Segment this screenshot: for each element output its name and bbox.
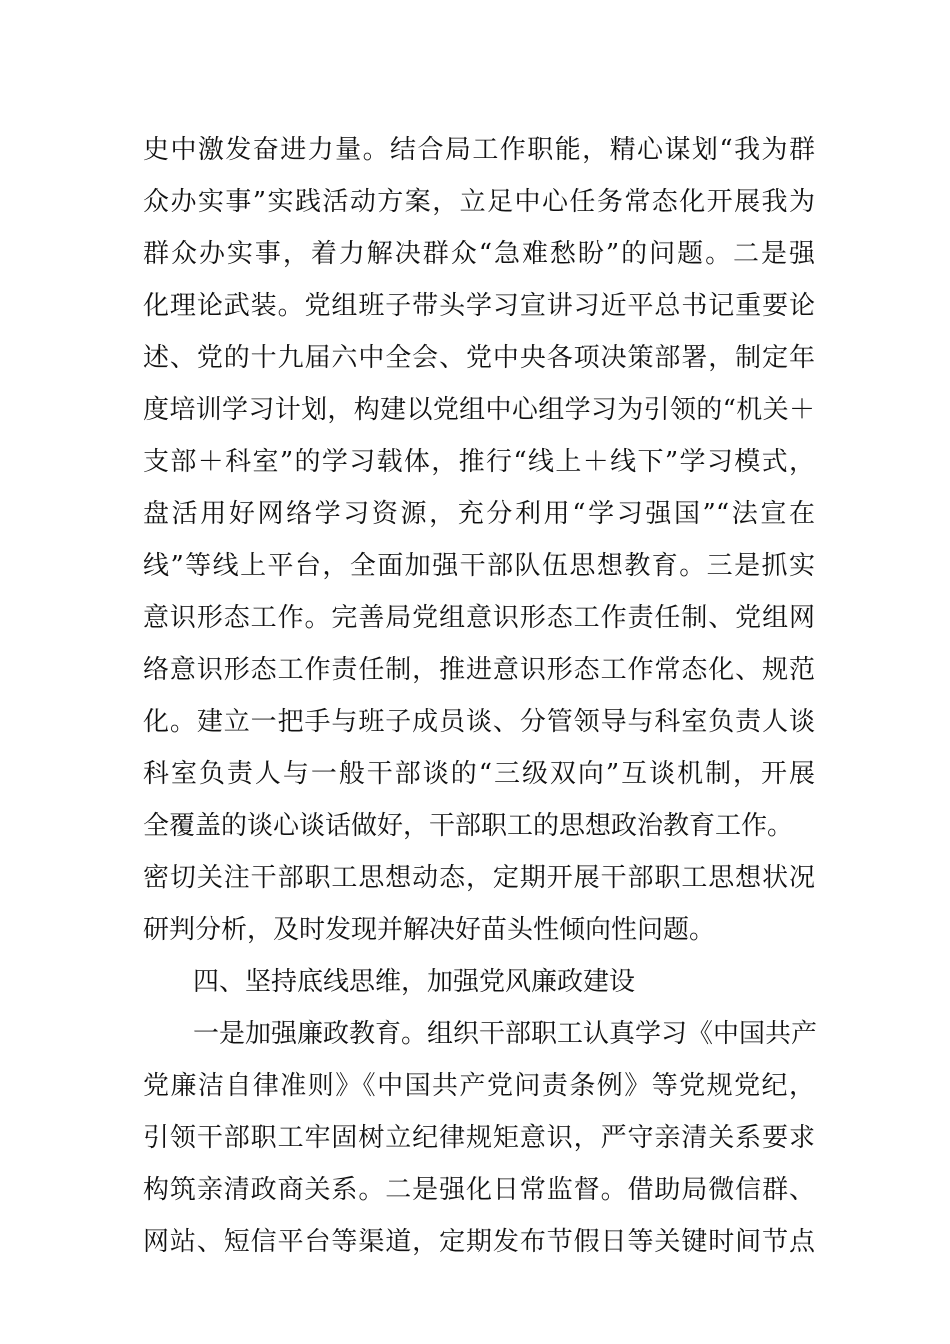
section-text-line: 引领干部职工牢固树立纪律规矩意识，严守亲清关系要求 [143, 1123, 815, 1153]
body-text-line: 述、党的十九届六中全会、党中央各项决策部署，制定年 [143, 343, 815, 373]
body-text-line: 密切关注干部职工思想动态，定期开展干部职工思想状况 [143, 863, 815, 893]
body-text-line: 支部＋科室”的学习载体，推行“线上＋线下”学习模式， [143, 447, 815, 477]
body-text-line: 络意识形态工作责任制，推进意识形态工作常态化、规范 [143, 655, 815, 685]
body-text-line: 群众办实事，着力解决群众“急难愁盼”的问题。二是强 [143, 239, 815, 269]
section-heading: 四、坚持底线思维，加强党风廉政建设 [193, 967, 636, 997]
section-text-line: 网站、短信平台等渠道，定期发布节假日等关键时间节点 [143, 1227, 815, 1257]
section-text-line: 一是加强廉政教育。组织干部职工认真学习《中国共产 [193, 1019, 818, 1049]
body-text-line: 线”等线上平台，全面加强干部队伍思想教育。三是抓实 [143, 551, 815, 581]
body-text-line: 研判分析，及时发现并解决好苗头性倾向性问题。 [143, 915, 716, 945]
body-text-line: 众办实事”实践活动方案，立足中心任务常态化开展我为 [143, 187, 815, 217]
body-text-line: 度培训学习计划，构建以党组中心组学习为引领的“机关＋ [143, 395, 815, 425]
body-text-line: 史中激发奋进力量。结合局工作职能，精心谋划“我为群 [143, 135, 815, 165]
body-text-line: 化理论武装。党组班子带头学习宣讲习近平总书记重要论 [143, 291, 815, 321]
body-text-line: 全覆盖的谈心谈话做好，干部职工的思想政治教育工作。 [143, 811, 794, 841]
body-text-line: 意识形态工作。完善局党组意识形态工作责任制、党组网 [143, 603, 815, 633]
section-text-line: 党廉洁自律准则》《中国共产党问责条例》等党规党纪， [143, 1071, 815, 1101]
body-text-line: 科室负责人与一般干部谈的“三级双向”互谈机制，开展 [143, 759, 815, 789]
section-text-line: 构筑亲清政商关系。二是强化日常监督。借助局微信群、 [143, 1175, 815, 1205]
body-text-line: 化。建立一把手与班子成员谈、分管领导与科室负责人谈 [143, 707, 815, 737]
body-text-line: 盘活用好网络学习资源，充分利用“学习强国”“法宣在 [143, 499, 815, 529]
